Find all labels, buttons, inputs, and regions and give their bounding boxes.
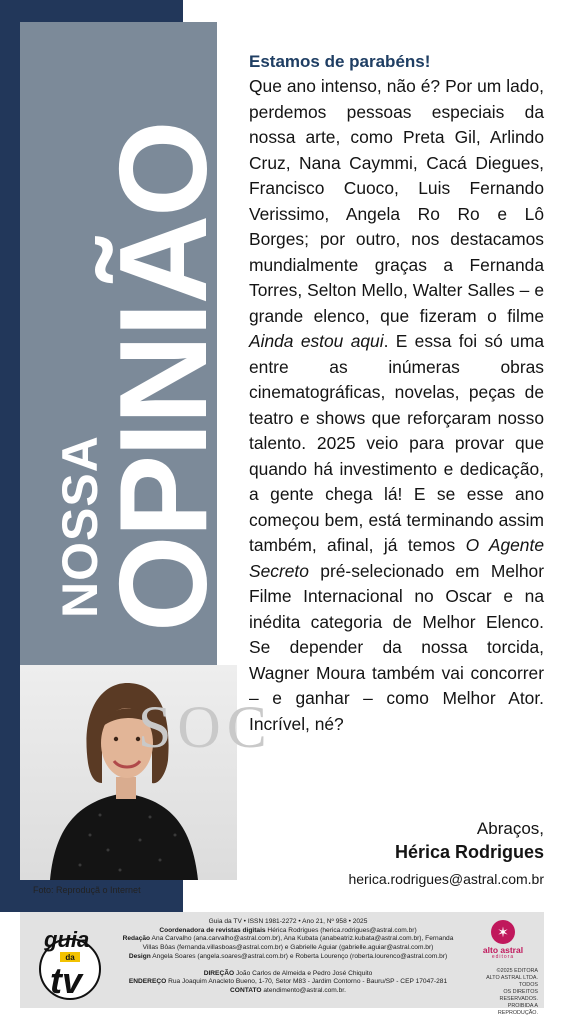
redacao-label: Redação <box>122 935 151 943</box>
masthead-footer <box>20 912 544 1016</box>
signoff <box>348 818 544 890</box>
film-title-o-agente-secreto: O Agente Secreto <box>249 535 544 581</box>
guia-da-tv-logo <box>36 917 104 1003</box>
design-value: Angela Soares (angela.soares@astral.com.br) e Roberta Lourenço (roberta.lourenco@astral.com.br) <box>150 952 448 960</box>
alto-astral-logo-icon: ✶ <box>491 920 515 944</box>
publisher-sub: editora <box>491 954 515 960</box>
endereco-value: Rua Joaquim Anacleto Bueno, 1-70, Setor M83 - Jardim Contorno - Bauru/SP - CEP 17047-281 <box>166 978 448 986</box>
contato-line <box>116 987 460 996</box>
author-photo <box>20 665 273 880</box>
coord-label: Coordenadora de revistas digitais <box>159 926 266 934</box>
section-title-opiniao: OPINIÃO <box>95 122 233 632</box>
article-text-part-2: . E essa foi só uma entre as inúmeras obras cinematográficas, novelas, peças de teatro e shows que reforçaram nosso talento. 2025 veio para provar que quando há investimento e dedicação, a gente chega lá! E se esse ano começou bem, está terminando assim também, afinal, já temos <box>249 331 544 555</box>
rights-line-4: PROIBIDA A REPRODUÇÃO. <box>497 1003 538 1016</box>
contato-label: CONTATO <box>230 986 262 994</box>
signoff-greeting: Abraços, <box>476 819 544 838</box>
article-text-part-3: pré-selecionado em Melhor Filme Internacional no Oscar e na inédita categoria de Melhor Elenco. Se depender da nossa torcida, Wagner Moura também vai concorrer – e ganhar – como Melhor Ator. Incrível, né? <box>249 560 544 734</box>
publisher-brand: alto astral <box>482 945 524 955</box>
coord-value: Hérica Rodrigues (herica.rodrigues@astral.com.br) <box>265 926 417 934</box>
design-line <box>116 953 460 962</box>
coord-line <box>116 927 460 936</box>
redacao-value: Ana Carvalho (ana.carvalho@astral.com.br), Ana Kubata (anabeatriz.kubata@astral.com.br), Fernanda Villas Bôas (fernanda.villasboas@astral.com.br) e Gabrielle Aguiar (gabrielle.aguiar@astral.com.br) <box>142 935 454 952</box>
direcao-label: DIREÇÃO <box>203 969 235 977</box>
endereco-line <box>116 978 460 987</box>
editorial-article <box>249 50 544 737</box>
rights-line-3: OS DIREITOS RESERVADOS. <box>499 989 538 1002</box>
photo-caption: Foto: Reproduçã o Internet <box>33 885 141 895</box>
issn-line: Guia da TV • ISSN 1981-2272 • Ano 21, Nº 958 • 2025 <box>208 918 368 925</box>
endereco-label: ENDEREÇO <box>128 978 167 986</box>
logo-text-guia: guia <box>44 927 90 952</box>
logo-text-tv: tv <box>50 960 83 1001</box>
copyright-notice <box>468 968 538 1017</box>
masthead-credits <box>116 918 460 996</box>
section-title-nossa: NOSSA <box>52 435 108 618</box>
author-email[interactable]: herica.rodrigues@astral.com.br <box>348 871 544 887</box>
rights-line-2: ALTO ASTRAL LTDA. TODOS <box>486 975 538 988</box>
direcao-value: João Carlos de Almeida e Pedro José Chiquito <box>234 969 373 977</box>
article-body <box>249 74 544 737</box>
article-heading: Estamos de parabéns! <box>249 52 431 71</box>
direcao-line <box>116 970 460 979</box>
contato-value: atendimento@astral.com.br. <box>261 986 346 994</box>
author-name: Hérica Rodrigues <box>394 842 544 862</box>
photo-backdrop: SOC <box>138 694 273 760</box>
logo-text-da: da <box>65 953 75 962</box>
article-text-part-1: Que ano intenso, não é? Por um lado, perdemos pessoas especiais da nossa arte, como Preta Gil, Arlindo Cruz, Nana Caymmi, Cacá Diegues, Francisco Cuoco, Luis Fernando Verissimo, Angela Ro Ro e Lô Borges; por outro, nos destacamos mundialmente graças a Fernanda Torres, Selton Mello, Walter Salles – e grande elenco, que fizeram o filme <box>249 76 544 326</box>
design-label: Design <box>128 952 151 960</box>
redacao-line <box>116 935 460 952</box>
publisher-block <box>468 920 538 1017</box>
rights-line-1: ©2025 EDITORA <box>496 968 538 974</box>
film-title-ainda-estou-aqui: Ainda estou aqui <box>249 331 384 351</box>
